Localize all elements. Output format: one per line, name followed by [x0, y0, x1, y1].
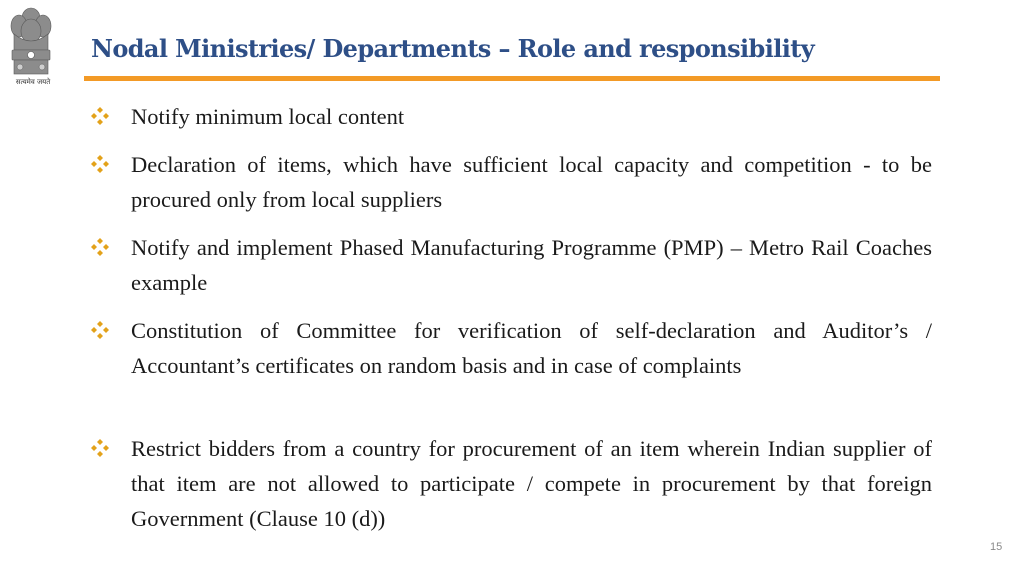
diamond-bullet-icon — [90, 320, 110, 340]
diamond-bullet-icon — [90, 237, 110, 257]
bullet-text: Declaration of items, which have sufficient local capacity and competition - to be procured only from local suppliers — [131, 152, 932, 212]
page-title: Nodal Ministries/ Departments – Role and responsibility — [91, 34, 815, 63]
diamond-bullet-icon — [90, 106, 110, 126]
bullet-text: Notify minimum local content — [131, 104, 405, 129]
page-number: 15 — [990, 541, 1003, 553]
bullet-text: Notify and implement Phased Manufacturing Programme (PMP) – Metro Rail Coaches example — [131, 235, 932, 295]
emblem-motto: सत्यमेव जयते — [15, 78, 51, 86]
bullet-text: Restrict bidders from a country for procurement of an item wherein Indian supplier of that item are not allowed to participate / compete in procurement by that foreign Government (Clause 10 (d)) — [131, 436, 932, 531]
title-underline — [84, 76, 940, 81]
bullet-text: Constitution of Committee for verification of self-declaration and Auditor’s / Accountant’s certificates on random basis and in case of complaints — [131, 318, 932, 378]
diamond-bullet-icon — [90, 154, 110, 174]
diamond-bullet-icon — [90, 438, 110, 458]
